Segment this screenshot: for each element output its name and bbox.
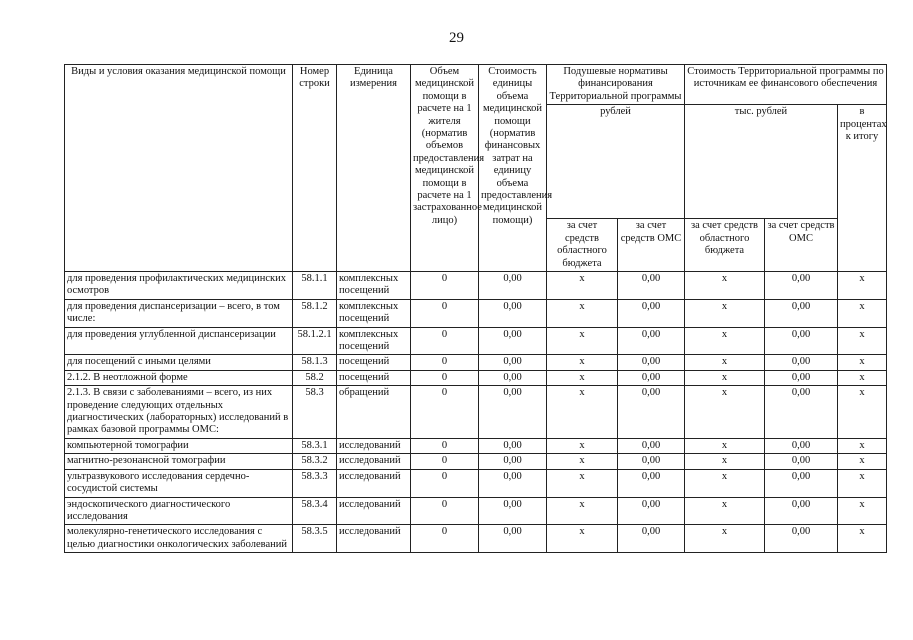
- header-cost: Стоимость единицы объема медицинской помощи (норматив финансовых затрат на единицу объема предоставления медицинской помощи): [479, 65, 547, 272]
- row-total-oms: 0,00: [765, 525, 838, 553]
- row-unit: посещений: [337, 355, 411, 370]
- table-body: [65, 272, 887, 553]
- row-volume: 0: [411, 469, 479, 497]
- row-number: 58.1.2.1: [293, 327, 337, 355]
- table-row: [65, 469, 887, 497]
- row-volume: 0: [411, 370, 479, 385]
- row-total-oms: 0,00: [765, 355, 838, 370]
- row-volume: 0: [411, 327, 479, 355]
- row-cost: 0,00: [479, 469, 547, 497]
- row-percapita-oms: 0,00: [618, 370, 685, 385]
- row-name: для проведения диспансеризации – всего, в том числе:: [65, 299, 293, 327]
- row-total-budget: х: [685, 525, 765, 553]
- row-total-budget: х: [685, 272, 765, 300]
- table-row: [65, 327, 887, 355]
- row-volume: 0: [411, 525, 479, 553]
- row-percent: х: [838, 355, 887, 370]
- row-total-oms: 0,00: [765, 370, 838, 385]
- row-percapita-budget: х: [547, 355, 618, 370]
- row-total-oms: 0,00: [765, 327, 838, 355]
- row-percapita-oms: 0,00: [618, 355, 685, 370]
- row-total-oms: 0,00: [765, 299, 838, 327]
- row-total-budget: х: [685, 454, 765, 469]
- row-percapita-oms: 0,00: [618, 469, 685, 497]
- row-number: 58.1.1: [293, 272, 337, 300]
- row-percapita-oms: 0,00: [618, 438, 685, 453]
- row-percent: х: [838, 469, 887, 497]
- row-cost: 0,00: [479, 497, 547, 525]
- row-percent: х: [838, 370, 887, 385]
- row-total-budget: х: [685, 355, 765, 370]
- row-volume: 0: [411, 497, 479, 525]
- row-total-budget: х: [685, 469, 765, 497]
- row-name: магнитно-резонансной томографии: [65, 454, 293, 469]
- row-cost: 0,00: [479, 272, 547, 300]
- header-volume: Объем медицинской помощи в расчете на 1 жителя (норматив объемов предоставления медицинской помощи в расчете на 1 застрахованное лицо): [411, 65, 479, 272]
- row-number: 58.1.2: [293, 299, 337, 327]
- financing-table: [64, 64, 887, 553]
- row-name: ультразвукового исследования сердечно-сосудистой системы: [65, 469, 293, 497]
- row-cost: 0,00: [479, 438, 547, 453]
- table-row: [65, 525, 887, 553]
- row-percent: х: [838, 525, 887, 553]
- table-row: [65, 438, 887, 453]
- row-percapita-budget: х: [547, 327, 618, 355]
- header-unit-rubles: рублей: [547, 105, 685, 219]
- row-name: для проведения профилактических медицинских осмотров: [65, 272, 293, 300]
- row-percapita-budget: х: [547, 386, 618, 439]
- row-number: 58.1.3: [293, 355, 337, 370]
- row-volume: 0: [411, 438, 479, 453]
- row-total-oms: 0,00: [765, 272, 838, 300]
- row-total-budget: х: [685, 327, 765, 355]
- row-unit: исследований: [337, 454, 411, 469]
- header-row-number: Номер строки: [293, 65, 337, 272]
- row-unit: комплексных посещений: [337, 272, 411, 300]
- row-percent: х: [838, 454, 887, 469]
- table-row: [65, 299, 887, 327]
- row-percapita-oms: 0,00: [618, 386, 685, 439]
- row-unit: комплексных посещений: [337, 299, 411, 327]
- row-percent: х: [838, 386, 887, 439]
- page-number: 29: [449, 30, 464, 46]
- row-name: 2.1.2. В неотложной форме: [65, 370, 293, 385]
- row-name: для проведения углубленной диспансеризации: [65, 327, 293, 355]
- row-cost: 0,00: [479, 386, 547, 439]
- row-volume: 0: [411, 355, 479, 370]
- row-unit: комплексных посещений: [337, 327, 411, 355]
- header-percent: в процентах к итогу: [838, 105, 887, 272]
- row-name: эндоскопического диагностического исследования: [65, 497, 293, 525]
- table-row: [65, 272, 887, 300]
- row-name: компьютерной томографии: [65, 438, 293, 453]
- row-percent: х: [838, 438, 887, 453]
- row-number: 58.3.4: [293, 497, 337, 525]
- header-total-oms: за счет средств ОМС: [765, 219, 838, 272]
- row-cost: 0,00: [479, 525, 547, 553]
- header-pc-budget: за счет средств областного бюджета: [547, 219, 618, 272]
- row-cost: 0,00: [479, 327, 547, 355]
- table-row: [65, 497, 887, 525]
- row-total-oms: 0,00: [765, 386, 838, 439]
- row-cost: 0,00: [479, 355, 547, 370]
- table-row: [65, 355, 887, 370]
- row-volume: 0: [411, 272, 479, 300]
- row-number: 58.3.3: [293, 469, 337, 497]
- row-percapita-oms: 0,00: [618, 454, 685, 469]
- row-percent: х: [838, 497, 887, 525]
- row-percapita-budget: х: [547, 299, 618, 327]
- row-unit: исследований: [337, 525, 411, 553]
- header-type: Виды и условия оказания медицинской помощи: [65, 65, 293, 272]
- row-percapita-budget: х: [547, 497, 618, 525]
- row-total-budget: х: [685, 370, 765, 385]
- row-unit: исследований: [337, 438, 411, 453]
- row-volume: 0: [411, 386, 479, 439]
- table-row: [65, 386, 887, 439]
- row-total-budget: х: [685, 438, 765, 453]
- row-unit: исследований: [337, 469, 411, 497]
- row-percapita-budget: х: [547, 272, 618, 300]
- header-percapita-group: Подушевые нормативы финансирования Территориальной программы: [547, 65, 685, 105]
- row-percapita-oms: 0,00: [618, 272, 685, 300]
- row-cost: 0,00: [479, 454, 547, 469]
- table-row: [65, 454, 887, 469]
- row-total-budget: х: [685, 497, 765, 525]
- header-total-group: Стоимость Территориальной программы по источникам ее финансового обеспечения: [685, 65, 887, 105]
- row-number: 58.2: [293, 370, 337, 385]
- row-total-oms: 0,00: [765, 497, 838, 525]
- row-percent: х: [838, 327, 887, 355]
- row-percapita-oms: 0,00: [618, 327, 685, 355]
- row-percapita-oms: 0,00: [618, 525, 685, 553]
- row-cost: 0,00: [479, 370, 547, 385]
- row-total-oms: 0,00: [765, 438, 838, 453]
- table-row: [65, 370, 887, 385]
- row-percapita-oms: 0,00: [618, 497, 685, 525]
- header-pc-oms: за счет средств ОМС: [618, 219, 685, 272]
- row-unit: посещений: [337, 370, 411, 385]
- row-percent: х: [838, 299, 887, 327]
- row-name: молекулярно-генетического исследования с целью диагностики онкологических заболеваний: [65, 525, 293, 553]
- row-unit: исследований: [337, 497, 411, 525]
- row-unit: обращений: [337, 386, 411, 439]
- row-volume: 0: [411, 454, 479, 469]
- row-percapita-budget: х: [547, 525, 618, 553]
- row-percapita-budget: х: [547, 454, 618, 469]
- row-percapita-oms: 0,00: [618, 299, 685, 327]
- header-unit: Единица измерения: [337, 65, 411, 272]
- row-percapita-budget: х: [547, 438, 618, 453]
- row-number: 58.3.2: [293, 454, 337, 469]
- header-total-budget: за счет средств областного бюджета: [685, 219, 765, 272]
- row-number: 58.3.5: [293, 525, 337, 553]
- row-total-budget: х: [685, 386, 765, 439]
- row-cost: 0,00: [479, 299, 547, 327]
- row-total-budget: х: [685, 299, 765, 327]
- row-name: 2.1.3. В связи с заболеваниями – всего, из них проведение следующих отдельных диагностических (лабораторных) исследований в рамках базовой программы ОМС:: [65, 386, 293, 439]
- row-number: 58.3.1: [293, 438, 337, 453]
- row-name: для посещений с иными целями: [65, 355, 293, 370]
- row-percapita-budget: х: [547, 370, 618, 385]
- row-total-oms: 0,00: [765, 454, 838, 469]
- row-volume: 0: [411, 299, 479, 327]
- header-unit-thousand-rubles: тыс. рублей: [685, 105, 838, 219]
- header-row-1: [65, 65, 887, 105]
- row-percent: х: [838, 272, 887, 300]
- row-number: 58.3: [293, 386, 337, 439]
- row-total-oms: 0,00: [765, 469, 838, 497]
- row-percapita-budget: х: [547, 469, 618, 497]
